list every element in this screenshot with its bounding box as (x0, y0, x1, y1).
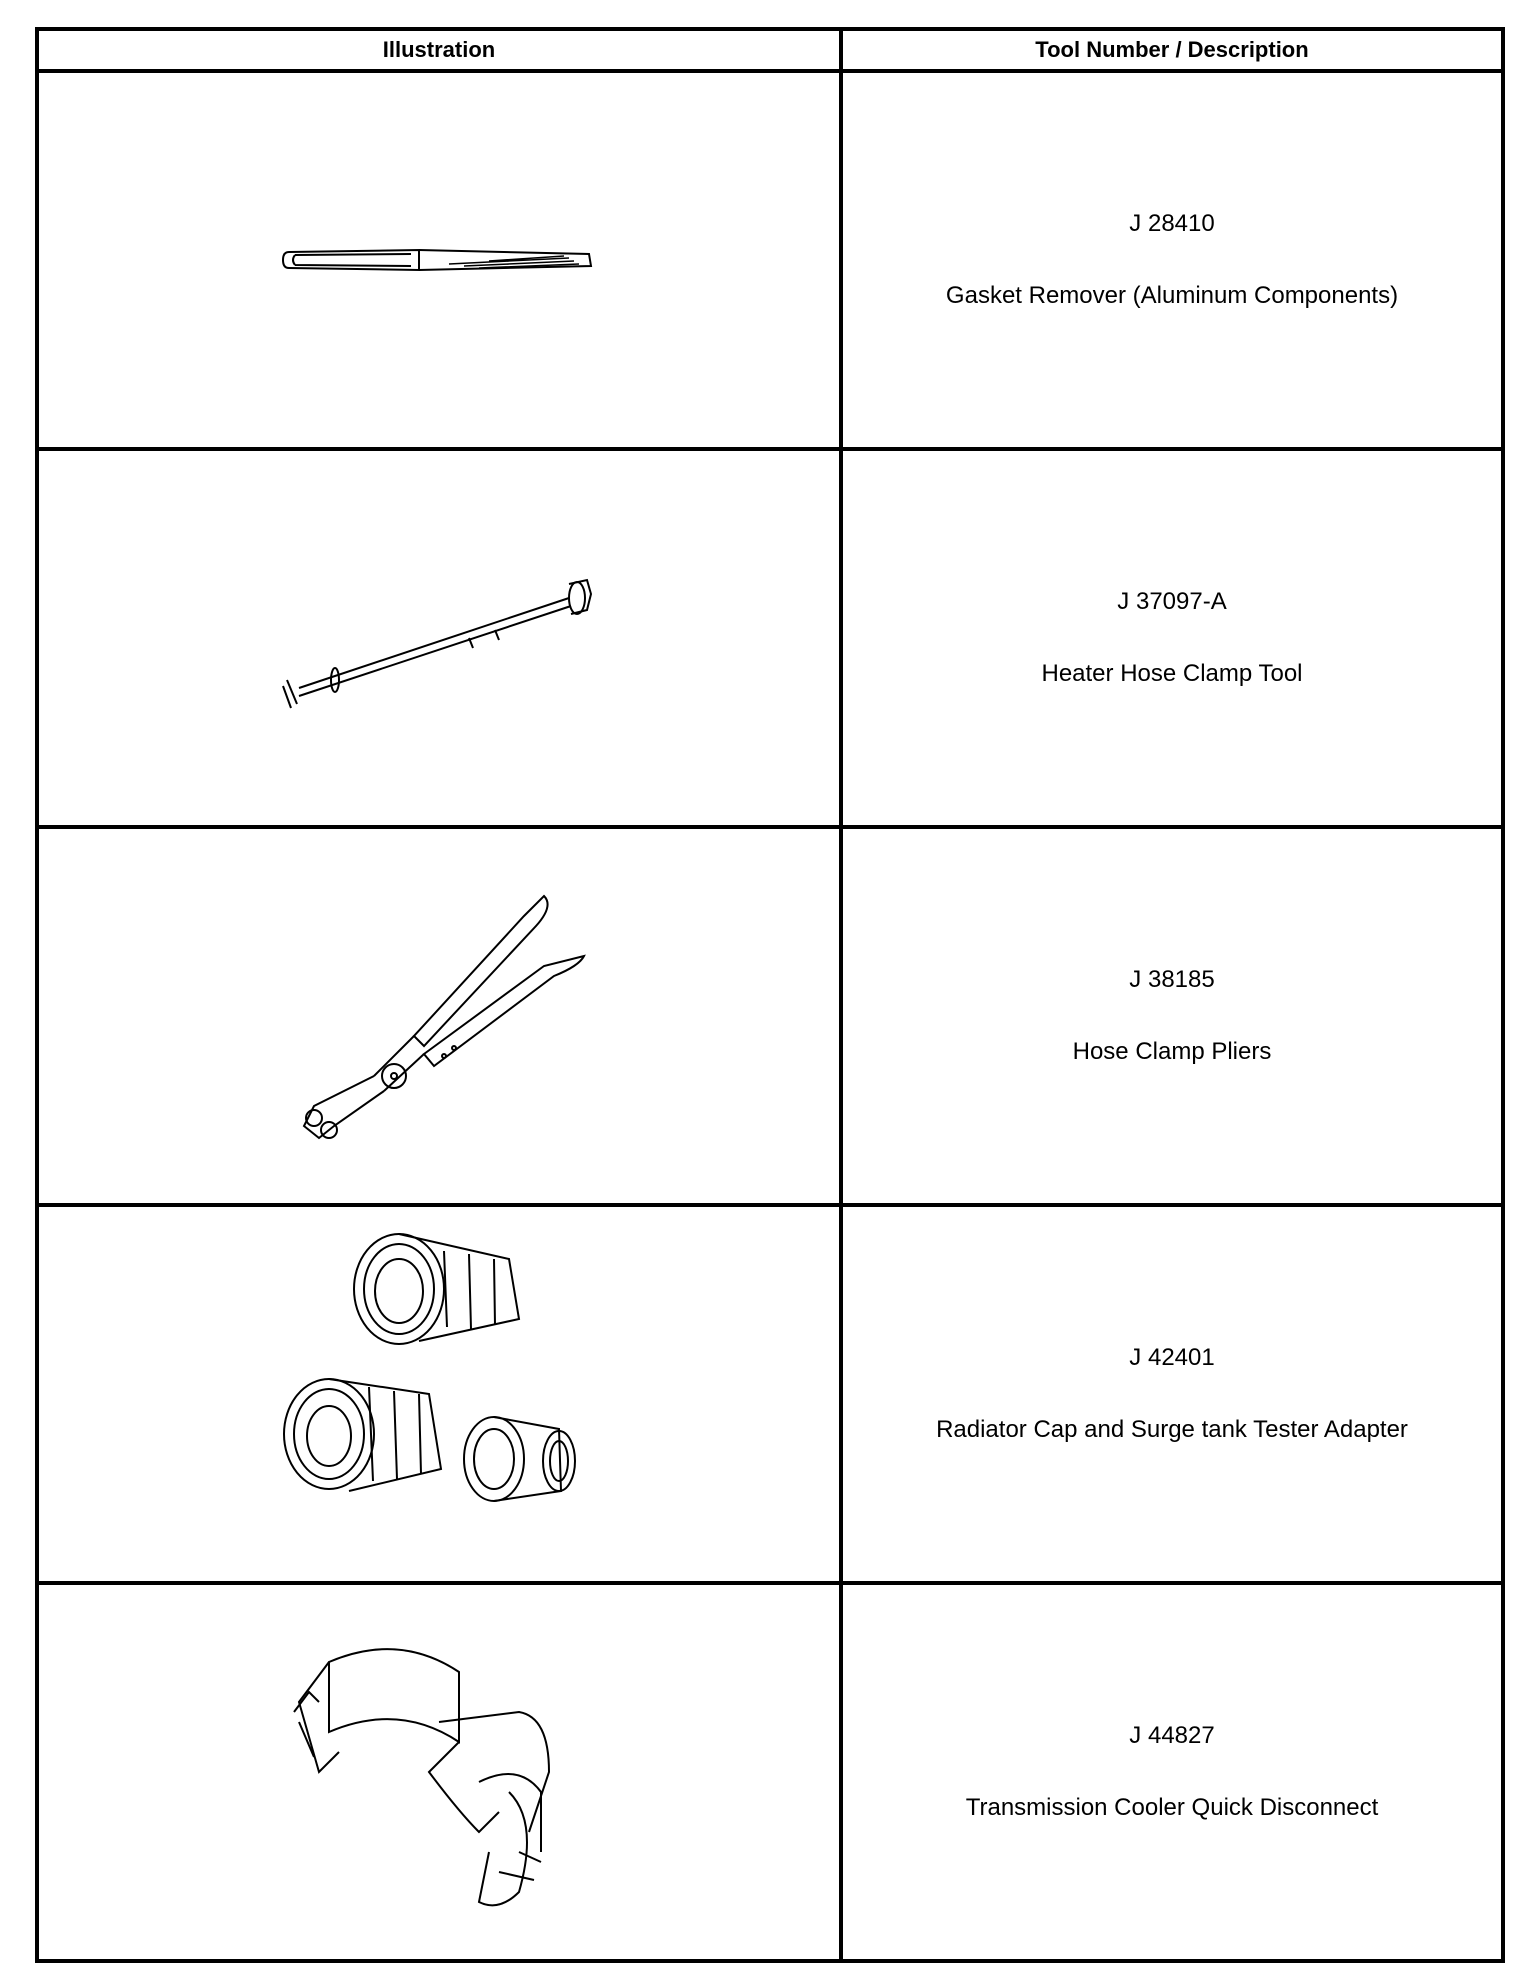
tool-number: J 37097-A (1117, 588, 1227, 615)
description-cell (841, 449, 1503, 827)
heater-hose-clamp-tool-icon (269, 558, 609, 718)
table-row (37, 449, 1503, 827)
table-row (37, 1583, 1503, 1961)
tool-description: Radiator Cap and Surge tank Tester Adapter (936, 1416, 1408, 1443)
adapter-large-bottom (284, 1379, 441, 1491)
description-cell (841, 1205, 1503, 1583)
hose-clamp-pliers-icon (274, 886, 604, 1146)
description-cell (841, 1583, 1503, 1961)
table-row (37, 827, 1503, 1205)
tool-number: J 38185 (1129, 966, 1215, 993)
tool-number: J 44827 (1129, 1722, 1215, 1749)
illustration-cell (37, 827, 841, 1205)
tool-number: J 28410 (1129, 210, 1215, 237)
description-cell (841, 71, 1503, 449)
table-row (37, 71, 1503, 449)
special-tools-table (35, 27, 1505, 1963)
quick-disconnect-icon (279, 1622, 599, 1922)
tool-number: J 42401 (1129, 1344, 1215, 1371)
table-row (37, 1205, 1503, 1583)
tool-description: Heater Hose Clamp Tool (1041, 660, 1303, 687)
illustration-cell (37, 1205, 841, 1583)
header-tool-number-description: Tool Number / Description (841, 29, 1503, 71)
adapter-large-top (354, 1234, 519, 1344)
tool-description: Hose Clamp Pliers (1072, 1038, 1272, 1065)
table-header-row (37, 29, 1503, 71)
tool-description: Transmission Cooler Quick Disconnect (965, 1794, 1379, 1821)
adapter-small (464, 1417, 575, 1501)
illustration-cell (37, 71, 841, 449)
illustration-cell (37, 1583, 841, 1961)
illustration-cell (37, 449, 841, 827)
radiator-cap-adapter-icon (269, 1229, 609, 1559)
header-illustration: Illustration (37, 29, 841, 71)
tool-description: Gasket Remover (Aluminum Components) (945, 282, 1399, 309)
gasket-remover-icon (279, 230, 599, 290)
description-cell (841, 827, 1503, 1205)
